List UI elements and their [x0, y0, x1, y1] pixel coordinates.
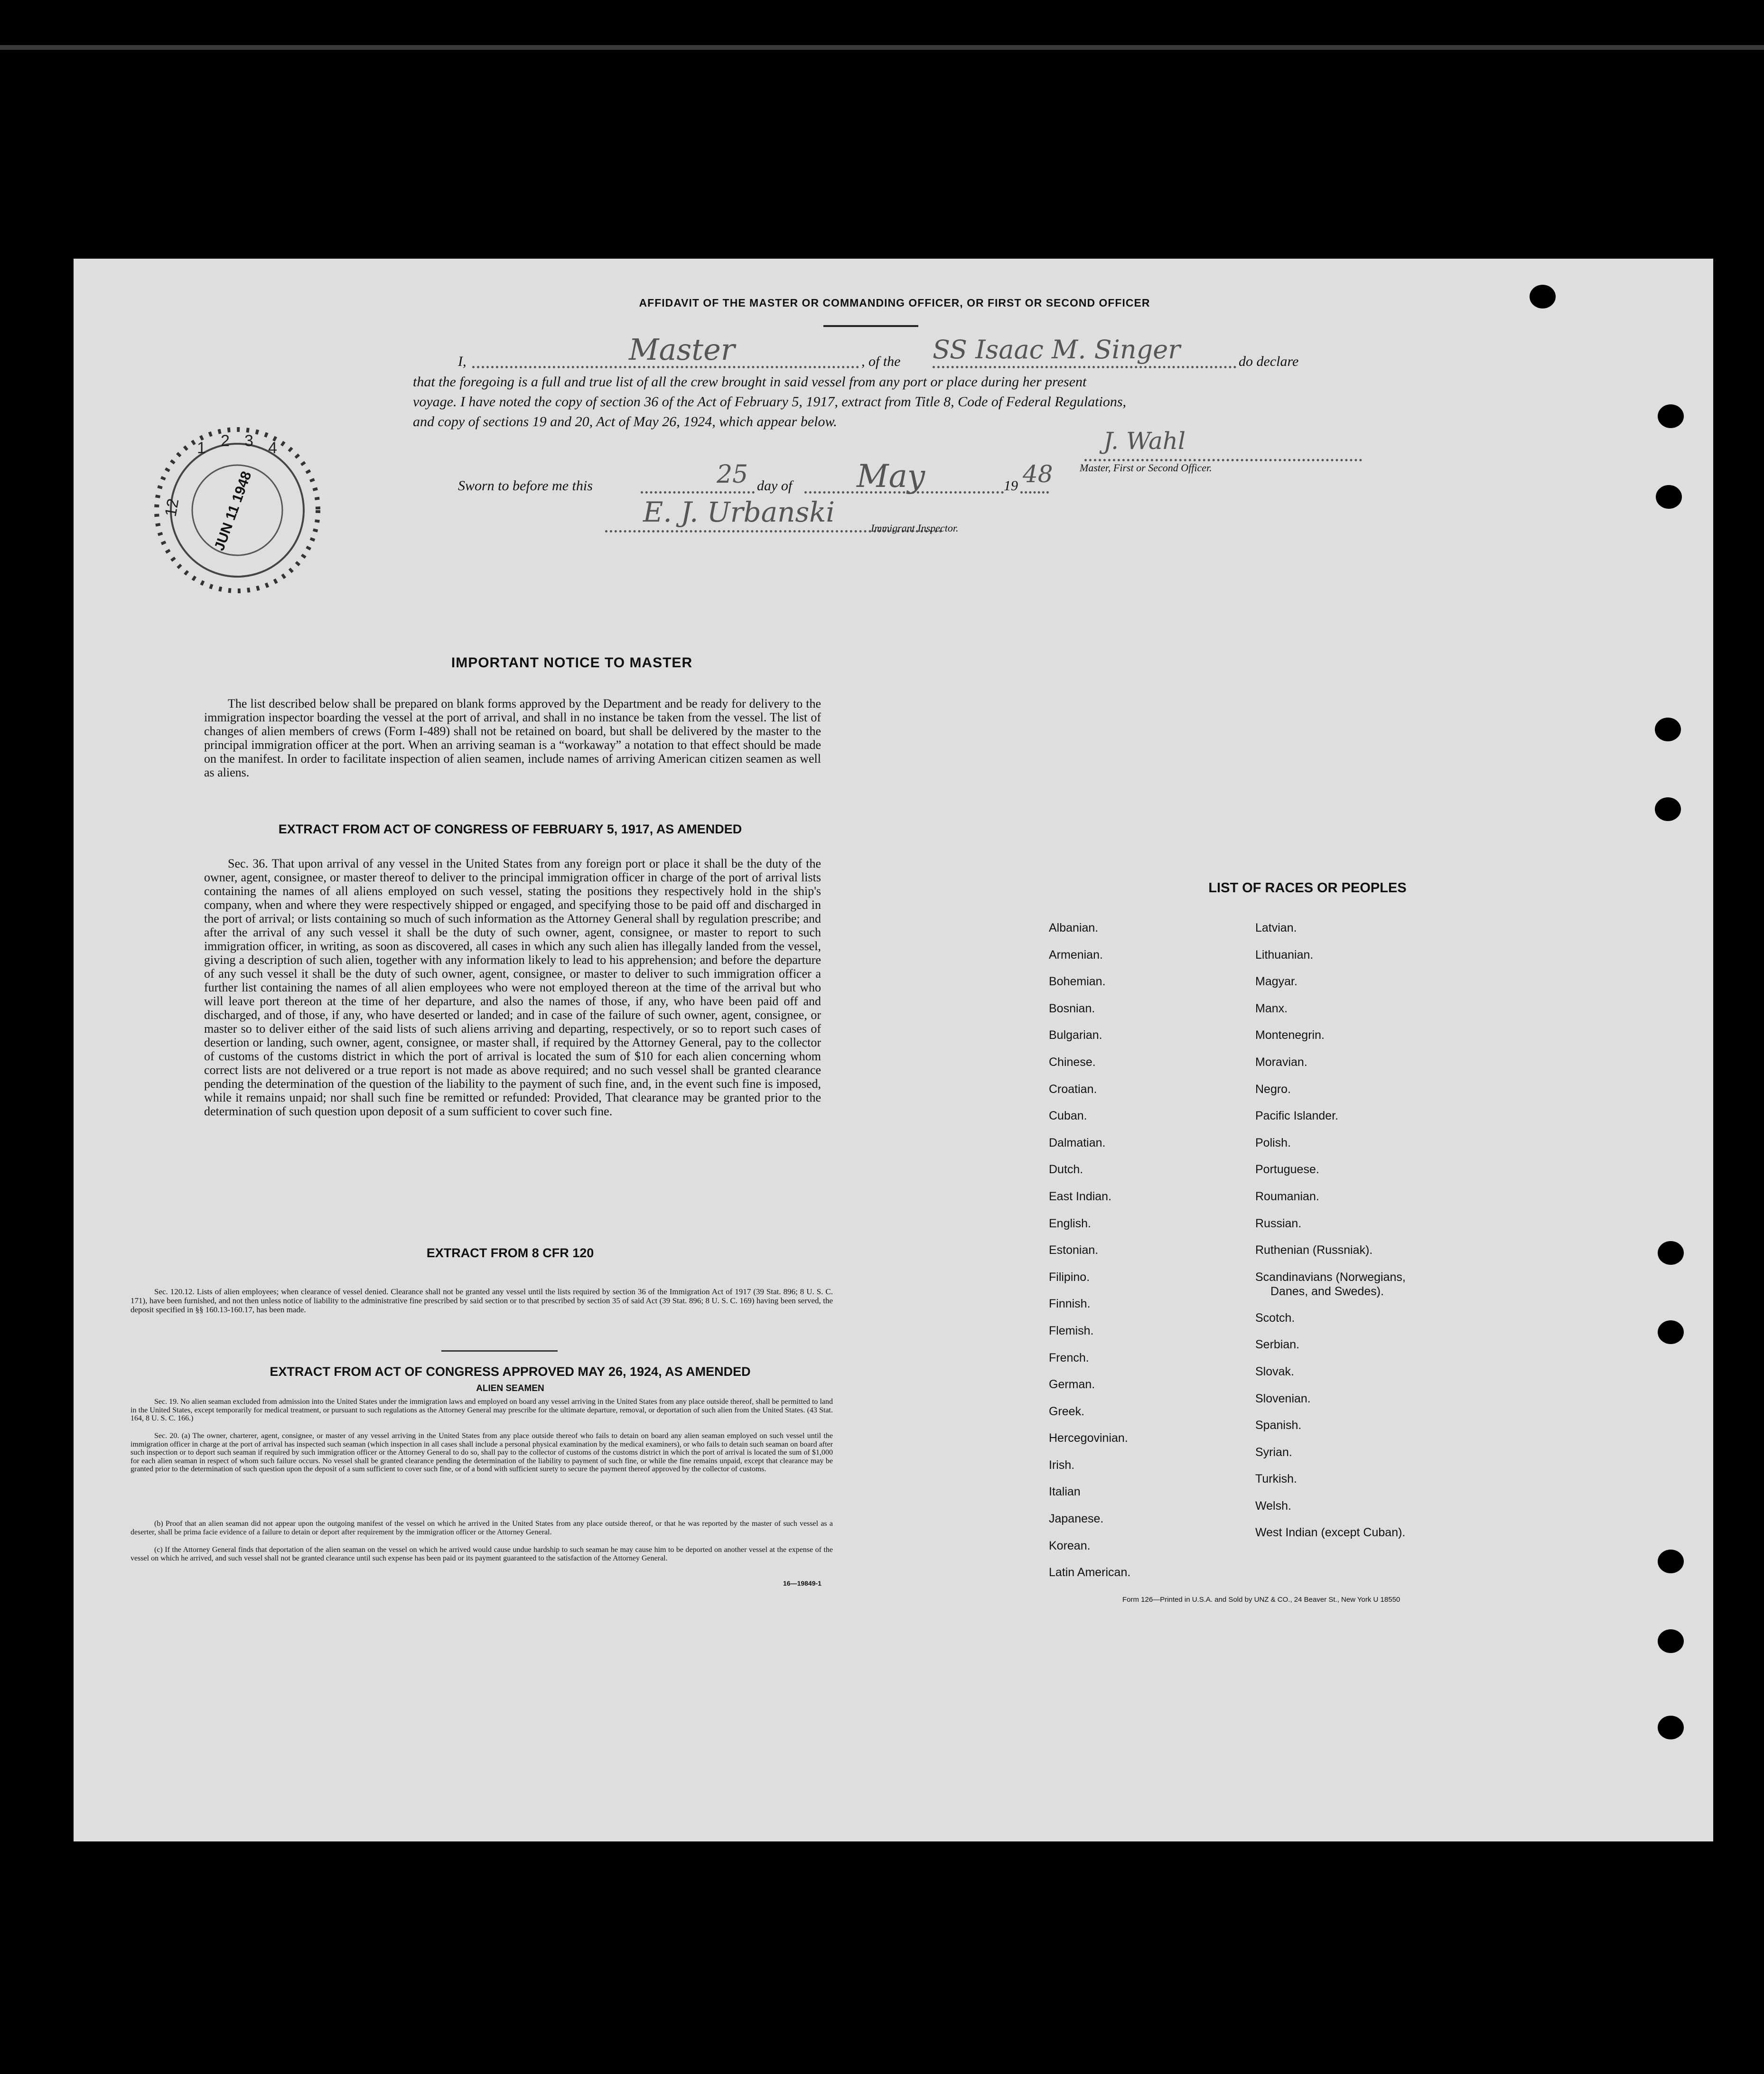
inspector-signature: E. J. Urbanski: [643, 496, 835, 528]
affidavit-line-2: that the foregoing is a full and true list of all the crew brought in said vessel from any port or place during her present: [413, 374, 1087, 390]
form-code: 16—19849-1: [783, 1579, 821, 1587]
race-item: German.: [1049, 1378, 1095, 1392]
punch-hole: [1658, 1716, 1684, 1739]
race-item: English.: [1049, 1216, 1091, 1230]
stamp-hour-1: 1: [197, 439, 206, 457]
race-item: Dutch.: [1049, 1163, 1083, 1177]
day-handwriting: 25: [717, 460, 748, 489]
sec-36-label: Sec. 36.: [228, 857, 268, 870]
race-item: Ruthenian (Russniak).: [1255, 1243, 1373, 1257]
race-item: Bulgarian.: [1049, 1028, 1102, 1042]
race-item: Bohemian.: [1049, 975, 1106, 989]
race-item: French.: [1049, 1351, 1089, 1364]
race-item: Bosnian.: [1049, 1001, 1095, 1015]
vessel-handwriting: SS Isaac M. Singer: [933, 335, 1181, 364]
punch-hole: [1655, 797, 1681, 821]
year-handwriting: 48: [1023, 460, 1053, 488]
month-handwriting: May: [857, 458, 925, 495]
race-item: Lithuanian.: [1255, 948, 1314, 962]
sec-36-text: That upon arrival of any vessel in the United States from any foreign port or place it shall be the duty of the owner, agent, consignee, or master thereof to deliver to the principal immigration officer in charge of the port of arrival lists containing the names of all aliens employed on such vessel, stating the positions they respectively hold in the ship's company, when and where they were respectively shipped or engaged, and specifying those to be paid off and discharged in the port of arrival; or lists containing so much of such information as the Attorney General shall by regulation prescribe; and after the arrival of any such vessel it shall be the duty of such owner, agent, consignee, or master to report to such immigration officer, in writing, as soon as discovered, all cases in which any such alien has illegally landed from the vessel, giving a description of such alien, together with any information likely to lead to his apprehension; and before the departure of any such vessel it shall be the duty of such owner, agent, consignee, or master to deliver to such immigration officer a further list containing the names of all alien employees who were not employed thereon at the time of the arrival but who will leave port thereon at the time of her departure, and also the names of those, if any, who have been paid off and discharged, and of those, if any, who have deserted or landed; and in case of the failure of such owner, agent, consignee, or master so to deliver either of the said lists of such aliens arriving and departing, respectively, or so to report such cases of desertion or landing, such owner, agent, consignee, or master shall, if required by the Attorney General, pay to the collector of customs of the customs district in which the port of arrival is located the sum of $10 for each alien concerning whom correct lists are not delivered or a true report is not made as above required; and no such vessel shall be granted clearance pending the determination of the question of the liability to the payment of such fine, and, in the event such fine is imposed, while it remains unpaid; nor shall such fine be remitted or refunded: Provided, That clearance may be granted prior to the determination of such question upon deposit of a sum sufficient to cover such fine.: [204, 857, 821, 1118]
race-item: Croatian.: [1049, 1082, 1097, 1096]
punch-hole: [1658, 1629, 1684, 1653]
race-item: Hercegovinian.: [1049, 1431, 1128, 1445]
punch-hole: [1656, 485, 1682, 509]
master-signature: J. Wahl: [1103, 427, 1185, 455]
race-item: Syrian.: [1255, 1445, 1292, 1459]
race-item: Spanish.: [1255, 1419, 1302, 1432]
race-item: Roumanian.: [1255, 1189, 1319, 1203]
stamp-hour-4: 4: [268, 439, 277, 457]
race-item: Estonian.: [1049, 1243, 1099, 1257]
stamp-hour-12: 12: [161, 497, 183, 518]
sworn-label: Sworn to before me this: [458, 478, 593, 494]
title-rule: [823, 325, 918, 327]
punch-hole: [1658, 1320, 1684, 1344]
race-item: Moravian.: [1255, 1055, 1307, 1069]
signature-line: [1084, 459, 1362, 461]
affidavit-line-3: voyage. I have noted the copy of section 36 of the Act of February 5, 1917, extract from Title 8, Code of Federal Regulations,: [413, 394, 1127, 410]
race-item: Scandinavians (Norwegians,: [1255, 1270, 1406, 1284]
race-item: Scotch.: [1255, 1311, 1295, 1325]
race-item: Welsh.: [1255, 1499, 1291, 1513]
race-item: East Indian.: [1049, 1189, 1112, 1203]
race-item: Dalmatian.: [1049, 1136, 1106, 1149]
sec-19-text: Sec. 19. No alien seaman excluded from admission into the United States under the immigration laws and employed on board any vessel arriving in the United States from any place outside thereof, shall be permitted to land in the United States, except temporarily for medical treatment, or pursuant to such regulations as the Attorney General may prescribe for the ultimate departure, removal, or deportation of such alien from the United States. (43 Stat. 164, 8 U. S. C. 166.): [131, 1398, 833, 1422]
race-item: Finnish.: [1049, 1297, 1091, 1311]
stamp-hour-2: 2: [221, 432, 230, 450]
races-left-column: [1049, 915, 1130, 1586]
race-item: Filipino.: [1049, 1270, 1090, 1284]
race-item: Latin American.: [1049, 1566, 1131, 1579]
inspector-label: Immigrant Inspector.: [871, 522, 959, 534]
punch-hole: [1658, 404, 1684, 428]
race-item: Polish.: [1255, 1136, 1291, 1149]
race-item: Serbian.: [1255, 1338, 1300, 1352]
do-declare-label: do declare: [1239, 354, 1299, 369]
day-of-label: day of: [757, 478, 793, 494]
year-prefix: 19: [1004, 478, 1018, 494]
race-item: Cuban.: [1049, 1109, 1087, 1123]
extract-1917-title: EXTRACT FROM ACT OF CONGRESS OF FEBRUARY 5, 1917, AS AMENDED: [278, 822, 742, 836]
race-item: Flemish.: [1049, 1324, 1094, 1337]
day-line: [641, 491, 755, 494]
extract-1924-title: EXTRACT FROM ACT OF CONGRESS APPROVED MAY 26, 1924, AS AMENDED: [270, 1364, 751, 1379]
sec-20a-text: Sec. 20. (a) The owner, charterer, agent, consignee, or master of any vessel arriving in the United States from any place outside thereof who fails to detain on board any alien seaman employed on such vessel until the immigration officer in charge at the port of arrival has inspected such seaman (which inspection in all cases shall include a personal physical examination by the medical examiners), or who fails to detain such seaman on board after such inspection or to deport such seaman if required by such immigration officer or the Attorney General to do so, shall pay to the collector of customs of the customs district in which the port of arrival is located the sum of $1,000 for each alien seaman in respect of whom such failure occurs. No vessel shall be granted clearance pending the determination of the liability to payment of such fine, or while the fine remains unpaid, except that clearance may be granted prior to the determination of such question upon the deposit of a sum sufficient to cover such fine, or of a bond with sufficient surety to secure the payment thereof approved by the collector of customs.: [131, 1432, 833, 1473]
stamp-hour-3: 3: [244, 432, 253, 450]
race-item: Armenian.: [1049, 948, 1103, 962]
punch-hole: [1658, 1550, 1684, 1573]
punch-hole: [1655, 718, 1681, 741]
affidavit-title: AFFIDAVIT OF THE MASTER OR COMMANDING OFFICER, OR FIRST OR SECOND OFFICER: [639, 297, 1150, 309]
race-item: Slovenian.: [1255, 1392, 1311, 1405]
races-title: LIST OF RACES OR PEOPLES: [1208, 880, 1407, 896]
of-the-label: , of the: [861, 354, 901, 369]
extract-1924-subtitle: ALIEN SEAMEN: [476, 1383, 544, 1393]
sec-20b-text: (b) Proof that an alien seaman did not appear upon the outgoing manifest of the vessel on which he arrived in the United States from any place outside thereof, or that he was reported by the master of such vessel as a deserter, shall be prima facie evidence of a failure to detain or deport after requirement by the immigration officer or the Attorney General.: [131, 1520, 833, 1536]
race-item: Japanese.: [1049, 1512, 1104, 1526]
race-item: Manx.: [1255, 1001, 1288, 1015]
races-right-column: [1255, 915, 1406, 1546]
race-item: Magyar.: [1255, 975, 1297, 989]
master-handwriting: Master: [629, 332, 735, 367]
race-item: Chinese.: [1049, 1055, 1096, 1069]
race-item: Negro.: [1255, 1082, 1291, 1096]
race-item: Latvian.: [1255, 921, 1297, 934]
printer-footer: Form 126—Printed in U.S.A. and Sold by UNZ & CO., 24 Beaver St., New York U 18550: [1122, 1596, 1400, 1604]
race-item: Russian.: [1255, 1216, 1302, 1230]
punch-hole: [1530, 285, 1556, 308]
race-item: Italian: [1049, 1485, 1081, 1499]
year-line: [1020, 491, 1049, 494]
scan-top-line: [0, 45, 1764, 50]
notice-body: The list described below shall be prepared on blank forms approved by the Department and be ready for delivery to the immigration inspector boarding the vessel at the port of arrival, and shall in no instance be taken from the vessel. The list of changes of alien members of crews (Form I-489) shall not be retained on board, but shall be delivered by the master to the principal immigration officer at the port. When an arriving seaman is a “workaway” a notation to that effect should be made on the manifest. In order to facilitate inspection of alien seamen, include names of arriving American citizen seamen as well as aliens.: [204, 697, 821, 779]
i-label: I,: [458, 354, 467, 369]
race-item: Slovak.: [1255, 1364, 1294, 1378]
race-item: Greek.: [1049, 1404, 1085, 1418]
cfr-title: EXTRACT FROM 8 CFR 120: [426, 1246, 594, 1260]
sec-20c-text: (c) If the Attorney General finds that deportation of the alien seaman on the vessel on which he arrived would cause undue hardship to such seaman he may cause him to be deported on another vessel at the expense of the vessel on which he arrived, and such vessel shall not be granted clearance until such expense has been paid or its payment guaranteed to the satisfaction of the Attorney General.: [131, 1546, 833, 1562]
race-item: West Indian (except Cuban).: [1255, 1526, 1406, 1540]
notice-title: IMPORTANT NOTICE TO MASTER: [451, 655, 693, 671]
race-item: Irish.: [1049, 1458, 1075, 1472]
race-item: Pacific Islander.: [1255, 1109, 1339, 1123]
document-page: [74, 259, 1713, 1841]
extract-1917-body: [204, 857, 821, 1118]
stamp-date: JUN 11 1948: [211, 469, 255, 553]
vessel-line: [933, 366, 1236, 368]
race-item: Turkish.: [1255, 1472, 1297, 1486]
race-item: Danes, and Swedes).: [1270, 1284, 1384, 1298]
race-item: Portuguese.: [1255, 1163, 1319, 1177]
master-label: Master, First or Second Officer.: [1080, 462, 1212, 474]
cfr-rule: [441, 1350, 558, 1352]
race-item: Albanian.: [1049, 921, 1099, 934]
affidavit-line-4: and copy of sections 19 and 20, Act of May 26, 1924, which appear below.: [413, 414, 837, 430]
race-item: Montenegrin.: [1255, 1028, 1325, 1042]
cfr-body: Sec. 120.12. Lists of alien employees; when clearance of vessel denied. Clearance shall not be granted any vessel until the lists required by section 36 of the Immigration Act of 1917 (39 Stat. 896; 8 U. S. C. 171), have been furnished, and not then unless notice of liability to the administrative fine prescribed by said section or to that prescribed by section 35 of said Act (39 Stat. 896; 8 U. S. C. 169) having been served, the deposit specified in §§ 160.13-160.17, has been made.: [131, 1287, 833, 1314]
date-stamp: [149, 422, 325, 598]
punch-hole: [1658, 1241, 1684, 1265]
race-item: Korean.: [1049, 1539, 1091, 1552]
